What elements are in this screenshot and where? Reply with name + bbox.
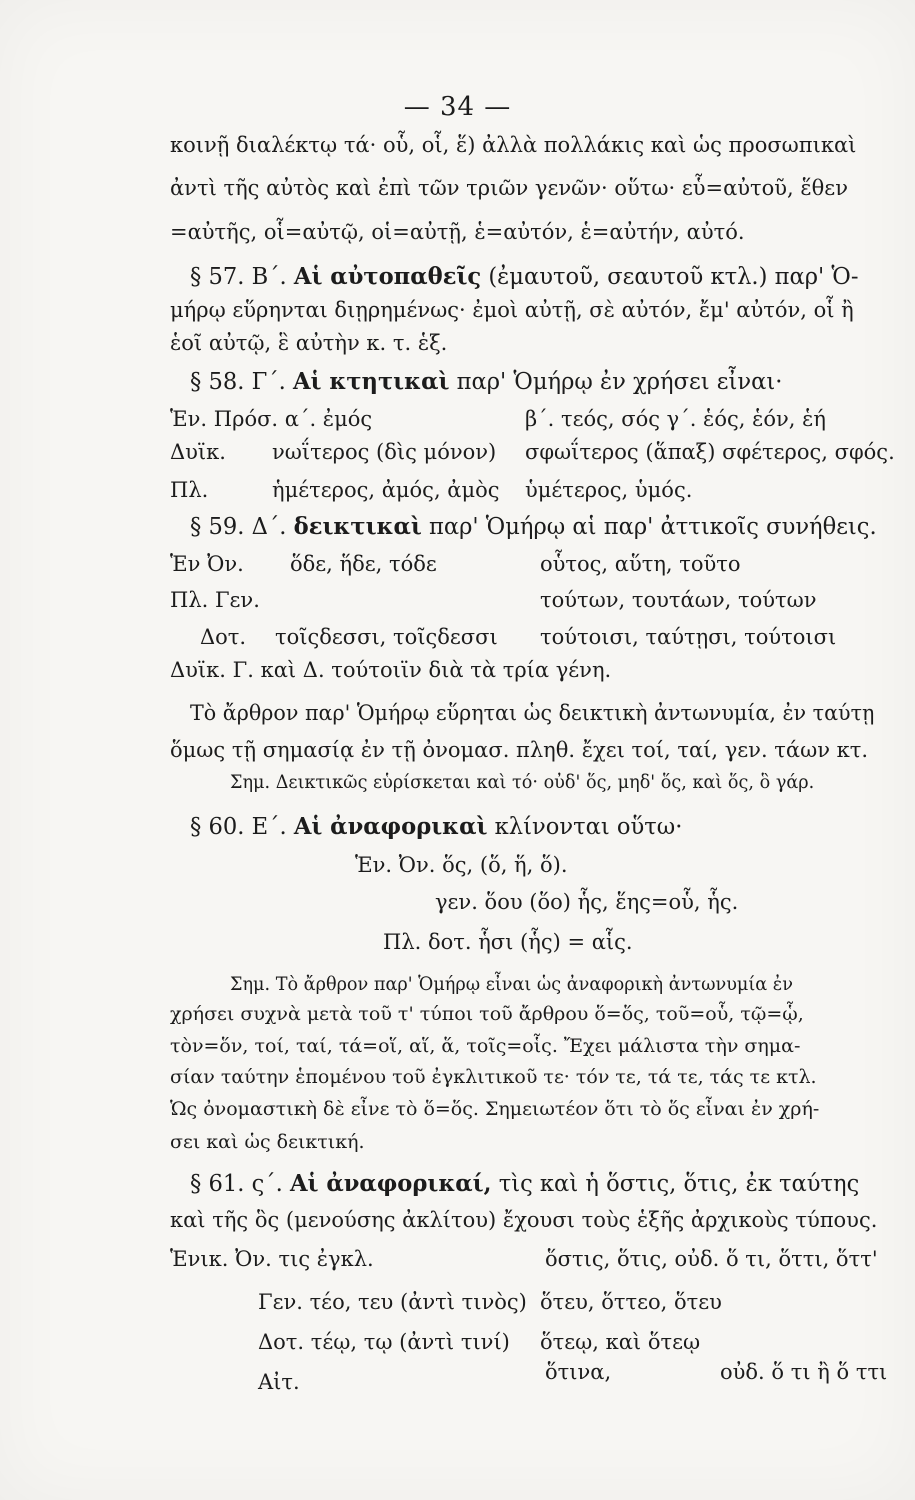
table-cell: Ἑν. Πρόσ. α΄. ἐμός (170, 407, 373, 431)
text-line: =αὐτῆς, οἷ=αὐτῷ, οἱ=αὐτῇ, ἑ=αὐτόν, ἑ=αὐτήν, αὐτό. (170, 220, 745, 244)
note-line: Σημ. Δεικτικῶς εὑρίσκεται καὶ τό· οὐδ' ὅς, μηδ' ὅς, καὶ ὅς, ὃ γάρ. (230, 771, 815, 793)
text-line: ὅμως τῇ σημασίᾳ ἐν τῇ ὀνομασ. πληθ. ἔχει τοί, ταί, γεν. τάων κτ. (170, 738, 869, 762)
table-cell: ἡμέτερος, ἀμός, ἀμὸς (272, 478, 500, 502)
section-number: § 58. Γ΄. (190, 369, 286, 395)
text-line: ἀντὶ τῆς αὐτὸς καὶ ἐπὶ τῶν τριῶν γενῶν· οὕτω· εὗ=αὐτοῦ, ἕθεν (170, 176, 848, 200)
section-59-heading (190, 515, 898, 539)
section-text: κλίνονται οὕτω· (494, 814, 683, 840)
section-number: § 60. Ε΄. (190, 814, 287, 840)
section-58-heading (190, 370, 898, 394)
table-cell: νωΐτερος (δὶς μόνον) (272, 440, 497, 464)
table-cell: Ἑν Ὀν. (170, 552, 244, 576)
section-title: δεικτικαὶ (293, 513, 422, 540)
note-line: Σημ. Τὸ ἄρθρον παρ' Ὁμήρῳ εἶναι ὡς ἀναφορικὴ ἀντωνυμία ἐν (230, 973, 793, 995)
table-cell: τούτων, τουτάων, τούτων (540, 588, 817, 612)
text-line: καὶ τῆς ὃς (μενούσης ἀκλίτου) ἔχουσι τοὺς ἑξῆς ἀρχικοὺς τύπους. (170, 1208, 878, 1232)
section-title: Αἱ κτητικαὶ (293, 368, 450, 395)
note-line: τὸν=ὅν, τοί, ταί, τά=οἵ, αἵ, ἅ, τοῖς=οἷς. Ἔχει μάλιστα τὴν σημα- (170, 1035, 801, 1057)
section-text: τὶς καὶ ἡ ὅστις, ὅτις, ἐκ ταύτης (498, 1171, 860, 1197)
table-cell: Ἑνικ. Ὀν. τις ἐγκλ. (170, 1247, 374, 1271)
table-cell: τούτοισι, ταύτῃσι, τούτοισι (540, 625, 837, 649)
note-line: χρήσει συχνὰ μετὰ τοῦ τ' τύποι τοῦ ἄρθρου ὅ=ὅς, τοῦ=οὗ, τῷ=ᾧ, (170, 1003, 804, 1025)
table-cell: ὅτινα, (545, 1360, 612, 1384)
text-line: μήρῳ εὕρηνται διῃρημένως· ἐμοὶ αὐτῇ, σὲ αὐτόν, ἔμ' αὐτόν, οἷ ἢ (170, 298, 854, 322)
table-cell: ὑμέτερος, ὑμός. (525, 478, 693, 502)
note-line: σίαν ταύτην ἑπομένου τοῦ ἐγκλιτικοῦ τε· τόν τε, τά τε, τάς τε κτλ. (170, 1066, 817, 1088)
table-cell: Ἑν. Ὀν. ὅς, (ὅ, ἥ, ὅ). (355, 853, 568, 877)
section-text: παρ' Ὁμήρῳ αἱ παρ' ἀττικοῖς συνήθεις. (428, 514, 877, 540)
table-cell: Δοτ. τέῳ, τῳ (ἀντὶ τινί) (258, 1330, 510, 1354)
section-number: § 57. Β΄. (190, 264, 287, 290)
section-number: § 59. Δ΄. (190, 514, 287, 540)
table-cell: οὐδ. ὅ τι ἢ ὅ ττι (720, 1360, 888, 1384)
note-line: σει καὶ ὡς δεικτική. (170, 1131, 365, 1153)
section-title: Αἱ αὐτοπαθεῖς (293, 263, 482, 290)
table-cell: οὗτος, αὕτη, τοῦτο (540, 552, 741, 576)
section-title: Αἱ ἀναφορικαὶ (293, 813, 488, 840)
table-cell: γεν. ὅου (ὅο) ἧς, ἕης=οὗ, ἧς. (435, 890, 739, 914)
section-text: παρ' Ὁμήρῳ ἐν χρήσει εἶναι· (456, 369, 783, 395)
section-number: § 61. ς΄. (190, 1171, 283, 1197)
table-cell: σφωΐτερος (ἅπαξ) σφέτερος, σφός. (525, 440, 895, 464)
table-cell: ὅστις, ὅτις, οὐδ. ὅ τι, ὅττι, ὅττ' (545, 1247, 878, 1271)
section-60-heading (190, 815, 898, 839)
table-cell: τοῖςδεσσι, τοῖςδεσσι (275, 625, 498, 649)
table-cell: Γεν. τέο, τευ (ἀντὶ τινὸς) (258, 1290, 527, 1314)
table-cell: Πλ. (170, 478, 209, 502)
section-61-heading (190, 1172, 898, 1196)
table-cell: Δυϊκ. (170, 440, 226, 464)
table-cell: Δοτ. (200, 625, 247, 649)
section-57-heading (190, 265, 898, 289)
table-cell: β΄. τεός, σός γ΄. ἑός, ἑόν, ἑή (525, 407, 826, 431)
note-line: Ὡς ὀνομαστικὴ δὲ εἶνε τὸ ὅ=ὅς. Σημειωτέον ὅτι τὸ ὅς εἶναι ἐν χρή- (170, 1098, 820, 1120)
table-cell: Αἰτ. (258, 1370, 300, 1394)
text-line: ἑοῖ αὐτῷ, ἓ αὐτὴν κ. τ. ἑξ. (170, 331, 448, 355)
table-cell: ὅδε, ἥδε, τόδε (290, 552, 437, 576)
table-cell: Πλ. δοτ. ἧσι (ἧς) = αἷς. (383, 930, 633, 954)
page-number: — 34 — (403, 92, 512, 122)
text-line: κοινῇ διαλέκτῳ τά· οὗ, οἷ, ἕ) ἀλλὰ πολλάκις καὶ ὡς προσωπικαὶ (170, 133, 857, 157)
section-text: (ἐμαυτοῦ, σεαυτοῦ κτλ.) παρ' Ὁ- (488, 264, 859, 290)
table-cell: ὅτευ, ὅττεο, ὅτευ (540, 1290, 722, 1314)
text-line: Δυϊκ. Γ. καὶ Δ. τούτοιϊν διὰ τὰ τρία γένη. (170, 658, 612, 682)
table-cell: ὅτεῳ, καὶ ὅτεῳ (540, 1330, 701, 1354)
text-line: Τὸ ἄρθρον παρ' Ὁμήρῳ εὕρηται ὡς δεικτικὴ ἀντωνυμία, ἐν ταύτῃ (190, 701, 875, 725)
section-title: Αἱ ἀναφορικαί, (289, 1170, 492, 1197)
table-cell: Πλ. Γεν. (170, 588, 260, 612)
